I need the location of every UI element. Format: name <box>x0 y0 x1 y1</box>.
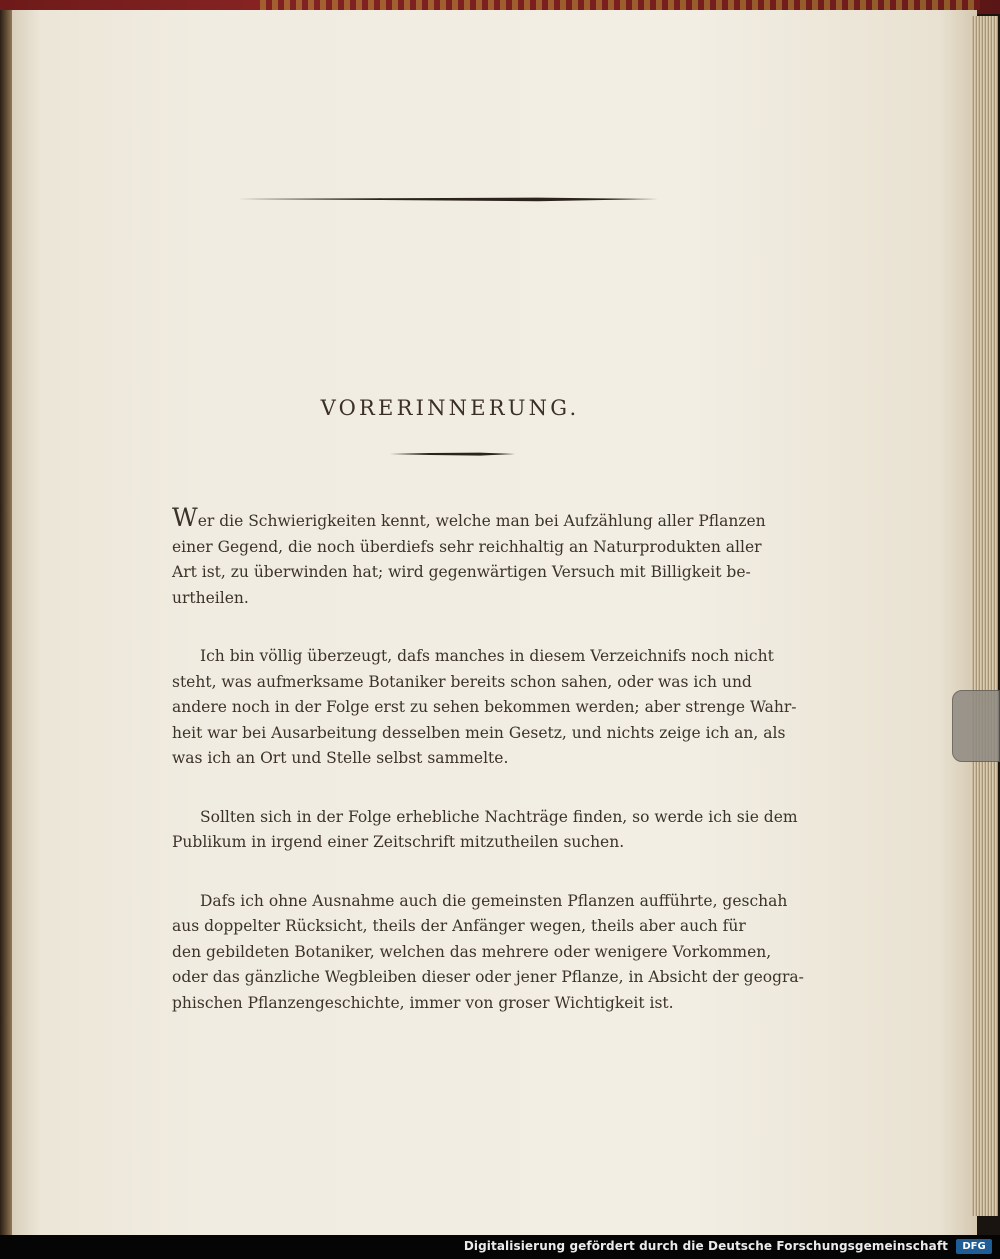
initial-letter: W <box>172 503 198 532</box>
text-line: aus doppelter Rücksicht, theils der Anfänger wegen, theils aber auch für <box>172 917 746 935</box>
text-line: steht, was aufmerksame Botaniker bereits schon sahen, oder was ich und <box>172 672 752 691</box>
text-line-rest: er die Schwierigkeiten kennt, welche man bei Aufzählung aller Pflanzen <box>197 512 766 530</box>
text-line: Ich bin völlig überzeugt, dafs manches in diesem Verzeichnifs noch nicht <box>200 647 774 665</box>
text-line: andere noch in der Folge erst zu sehen bekommen werden; aber strenge Wahr- <box>172 698 797 716</box>
bookmark-clip <box>952 690 1000 762</box>
text-line: einer Gegend, die noch überdiefs sehr reichhaltig an Naturprodukten aller <box>172 537 762 556</box>
text-line: Art ist, zu überwinden hat; wird gegenwärtigen Versuch mit Billigkeit be- <box>172 563 751 581</box>
paragraph-2 <box>172 644 797 772</box>
ornamental-rule-heading <box>390 451 515 457</box>
gilt-ornament <box>260 0 980 10</box>
text-line: Publikum in irgend einer Zeitschrift mitzutheilen suchen. <box>172 833 625 851</box>
dfg-logo: DFG <box>956 1239 992 1254</box>
ornamental-rule-top <box>238 195 658 203</box>
paragraph-3 <box>172 805 798 856</box>
text-line: Dafs ich ohne Ausnahme auch die gemeinsten Pflanzen aufführte, geschah <box>200 891 788 910</box>
paragraph-1 <box>172 503 766 611</box>
page-heading: VORERINNERUNG. <box>320 396 580 420</box>
text-line: urtheilen. <box>172 588 249 607</box>
funding-credit: Digitalisierung gefördert durch die Deutsche Forschungsgemeinschaft <box>463 1239 948 1253</box>
body-text <box>172 503 804 1016</box>
text-line: den gebildeten Botaniker, welchen das mehrere oder wenigere Vorkommen, <box>172 942 772 961</box>
paragraph-4 <box>172 889 804 1017</box>
text-line <box>172 503 766 535</box>
text-line: heit war bei Ausarbeitung desselben mein Gesetz, und nichts zeige ich an, als <box>172 723 786 742</box>
text-line: oder das gänzliche Wegbleiben dieser oder jener Pflanze, in Absicht der geogra- <box>172 968 804 986</box>
page-stack-edge <box>972 16 998 1216</box>
text-line: Sollten sich in der Folge erhebliche Nachträge finden, so werde ich sie dem <box>200 807 798 826</box>
text-line: was ich an Ort und Stelle selbst sammelte. <box>172 749 509 767</box>
text-line: phischen Pflanzengeschichte, immer von groser Wichtigkeit ist. <box>172 993 674 1012</box>
